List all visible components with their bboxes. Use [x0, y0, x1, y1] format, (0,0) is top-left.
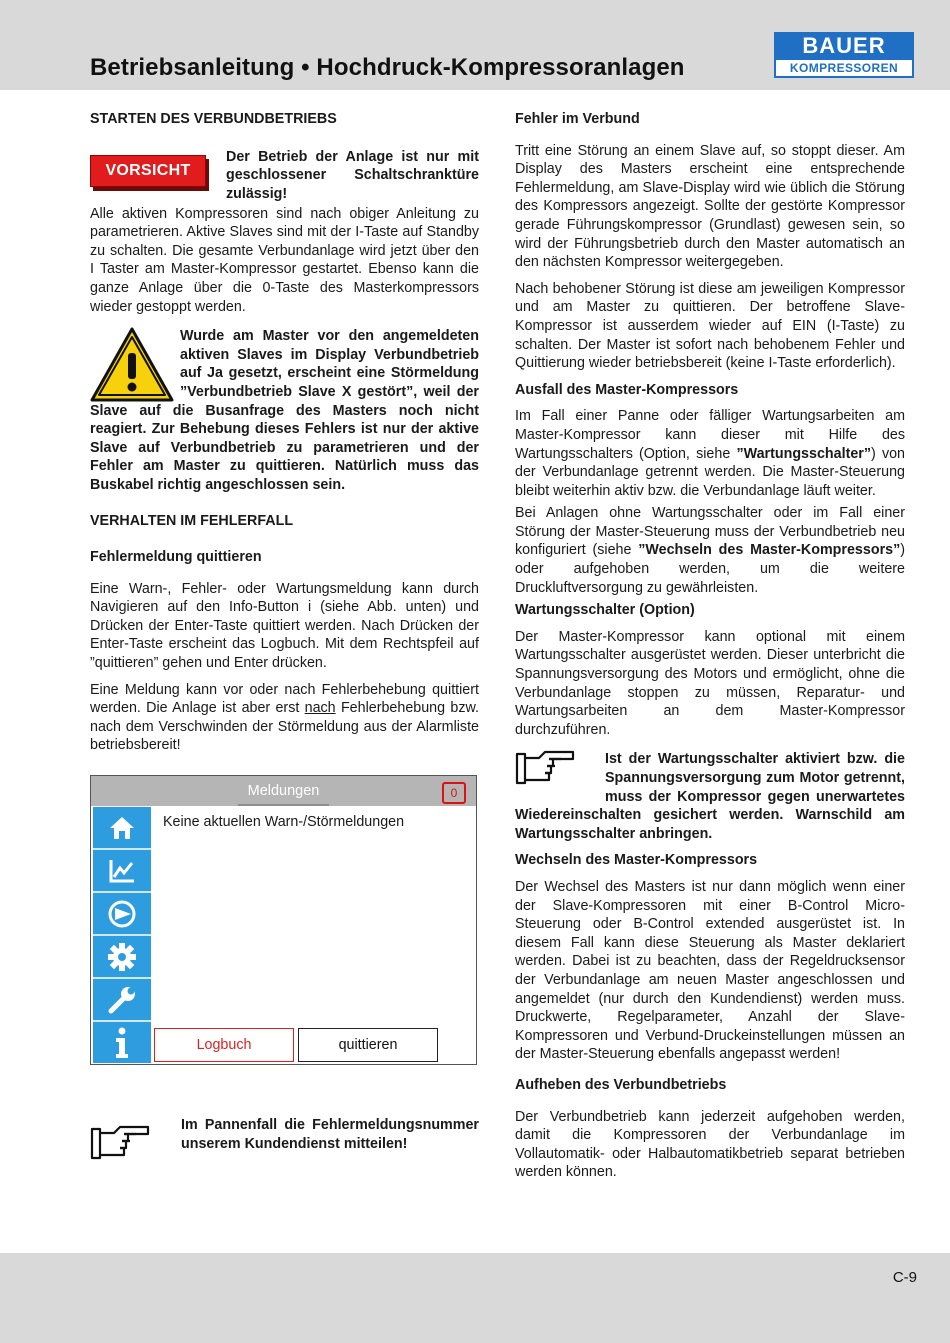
paragraph-wechseln: Der Wechsel des Masters ist nur dann möglich wenn einer der Slave-Kompressoren mit einer B-Control Micro-Steuerung oder B-Control extended ausgerüstet ist. In diesem Fall kann diese Steuerung als Master deklariert werden. Dabei ist zu beachten, dass der Regeldrucksensor der Verbundanlage am neuen Master angeschlossen und angemeldet (nur durch den Kundendienst) werden muss. Druckwerte, Regelparameter, Anzahl der Slave-Kompressoren und Verbund-Druckeinstellungen müssen an der Master-Steuerung ebenfalls angepasst werden!	[515, 878, 905, 1063]
logo-brand: BAUER	[774, 32, 914, 60]
paragraph-ausfall-2: Bei Anlagen ohne Wartungsschalter oder im Fall einer Störung der Master-Steuerung muss der Verbundbetrieb neu konfiguriert (siehe ”Wechseln des Master-Kompressors”) oder aufgehoben werden, um die weitere Druckluftversorgung zu gewährleisten.	[515, 505, 905, 596]
vorsicht-block	[90, 149, 479, 205]
heading-starten: STARTEN DES VERBUNDBETRIEBS	[90, 111, 337, 127]
paragraph-start-1: Alle aktiven Kompressoren sind nach obiger Anleitung zu parametrieren. Aktive Slaves sind mit der I-Taste auf Standby zu schalten. Die gesamte Verbundanlage wird jetzt über den I Taster am Master-Kompressor gestartet. Ebenso kann die ganze Anlage über die 0-Taste des Masterkompressors wieder gestoppt werden.	[90, 205, 479, 315]
logbuch-button[interactable]: Logbuch	[154, 1028, 294, 1062]
paragraph-wartungsschalter: Der Master-Kompressor kann optional mit einem Wartungsschalter ausgerüstet werden. Dieser unterbricht die Spannungsversorgung des Motors und ermöglicht, ohne die Verbundanlage stoppen zu müssen, Reparatur- und Wartungsarbeiten an dem Master-Kompressor durchzuführen.	[515, 628, 905, 738]
gear-icon	[107, 942, 137, 972]
pointing-hand-icon	[90, 1125, 152, 1161]
warning-triangle-icon	[90, 327, 174, 403]
home-button[interactable]	[93, 807, 151, 850]
screen-titlebar	[91, 776, 476, 806]
wartung-note-block	[515, 750, 905, 843]
note-pannenfall: Im Pannenfall die Fehlermeldungsnummer unserem Kundendienst mitteilen!	[181, 1117, 479, 1152]
paragraph-ausfall-1: Im Fall einer Panne oder fälliger Wartungsarbeiten am Master-Kompressor kann dieser mit Hilfe des Wartungsschalters (Option, siehe ”Wartungsschalter”) von der Verbundanlage getrennt werden. Die Master-Steuerung bleibt weiterhin aktiv bzw. die Verbundanlage läuft weiter.	[515, 408, 905, 499]
paragraph-fehler-1: Tritt eine Störung an einem Slave auf, so stoppt dieser. Am Display des Masters erscheint eine entsprechende Fehlermeldung, am Slave-Display wird wie üblich die Störung des Kompressors angezeigt. Sollte der gestörte Kompressor gerade Führungskompressor (Grundlast) gewesen sein, so wird der Führungsbetrieb durch den Master automatisch an den nächsten Kompressor weitergegeben.	[515, 142, 905, 271]
info-icon	[112, 1027, 132, 1059]
quittieren-button[interactable]: quittieren	[298, 1028, 438, 1062]
pointing-hand-icon	[515, 750, 577, 786]
home-icon	[108, 815, 136, 841]
compressor-icon	[107, 899, 137, 929]
paragraph-fehler-2: Nach behobener Störung ist diese am jeweiligen Kompressor und am Master zu quittieren. Der betroffene Slave-Kompressor ist ausserdem wieder auf EIN (I-Taste) zu schalten. Der Master ist sofort nach behobenem Fehler und Quittierung wieder betriebsbereit (keine I-Taste erforderlich).	[515, 280, 905, 372]
warning-text: Wurde am Master vor den angemeldeten aktiven Slaves im Display Verbundbetrieb auf Ja gesetzt, erscheint eine Störmeldung ”Verbundbetrieb Slave X gestört”, weil der Slave auf die Busanfrage des Masters noch nicht reagiert. Zur Behebung dieses Fehlers ist nur der aktive Slave auf Verbundbetrieb zu parametrieren und der Fehler am Master zu quittieren. Natürlich muss das Buskabel richtig angeschlossen sein.	[90, 328, 479, 493]
paragraph-meldung: Eine Meldung kann vor oder nach Fehlerbehebung quittiert werden. Die Anlage ist aber erst nach Fehlerbehebung bzw. nach dem Verschwinden der Störmeldung aus der Alarmliste betriebsbereit!	[90, 681, 479, 754]
document-title: Betriebsanleitung • Hochdruck-Kompressoranlagen	[90, 54, 685, 81]
settings-button[interactable]	[93, 936, 151, 979]
warning-block	[90, 327, 479, 494]
right-column	[515, 110, 905, 1182]
wrench-icon	[107, 985, 137, 1015]
heading-quittieren: Fehlermeldung quittieren	[90, 549, 262, 566]
paragraph-quittieren: Eine Warn-, Fehler- oder Wartungsmeldung kann durch Navigieren auf den Info-Button i (siehe Abb. unten) und Drücken der Enter-Taste quittiert werden. Nach Drücken der Enter-Taste erscheint das Logbuch. Mit dem Rechtspfeil auf ”quittieren” gehen und Enter drücken.	[90, 580, 479, 672]
screen-sidebar	[93, 807, 151, 1063]
heading-fehler-verbund: Fehler im Verbund	[515, 111, 640, 127]
controller-screen	[90, 775, 477, 1065]
heading-fehlerfall: VERHALTEN IM FEHLERFALL	[90, 512, 294, 529]
heading-wartungsschalter: Wartungsschalter (Option)	[515, 602, 695, 619]
heading-ausfall: Ausfall des Master-Kompressors	[515, 381, 739, 398]
vorsicht-label: VORSICHT	[90, 155, 206, 187]
logo-subtitle: KOMPRESSOREN	[774, 60, 914, 78]
heading-wechseln: Wechseln des Master-Kompressors	[515, 852, 758, 869]
screen-title: Meldungen	[238, 778, 330, 806]
vorsicht-text: Der Betrieb der Anlage ist nur mit geschlossener Schaltschranktüre zulässig!	[226, 148, 479, 202]
note-wartungsschalter: Ist der Wartungsschalter aktiviert bzw. die Spannungsversorgung zum Motor getrennt, muss der Kompressor gegen unerwartetes Wiedereinschalten gesichert werden. Warnschild am Wartungsschalter anbringen.	[515, 751, 905, 842]
bauer-logo	[774, 32, 914, 78]
screen-message: Keine aktuellen Warn-/Störmeldungen	[163, 814, 405, 830]
service-button[interactable]	[93, 979, 151, 1022]
chart-icon	[108, 858, 136, 884]
message-count-badge: 0	[442, 782, 466, 804]
heading-aufheben: Aufheben des Verbundbetriebs	[515, 1076, 727, 1093]
info-button[interactable]	[93, 1022, 151, 1063]
compressor-button[interactable]	[93, 893, 151, 936]
page-footer	[0, 1253, 950, 1343]
chart-button[interactable]	[93, 850, 151, 893]
paragraph-aufheben: Der Verbundbetrieb kann jederzeit aufgehoben werden, damit die Kompressoren der Verbundanlage im Vollautomatik- oder Halbautomatikbetrieb separat betrieben werden können.	[515, 1108, 905, 1181]
left-column	[90, 110, 479, 755]
page-header	[0, 0, 950, 90]
page-number: C-9	[892, 1269, 917, 1286]
